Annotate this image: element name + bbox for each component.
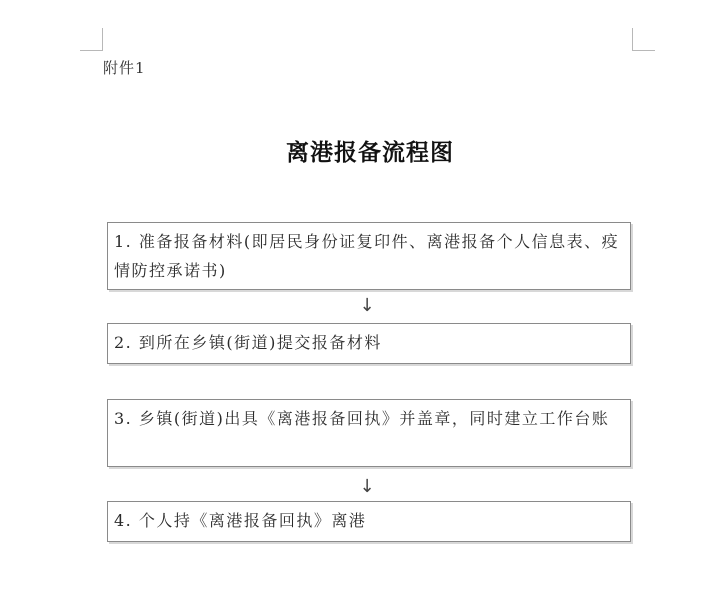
flow-step-4: 4. 个人持《离港报备回执》离港 <box>107 501 631 542</box>
page-corner-mark-top-right <box>632 28 655 51</box>
flow-step-2: 2. 到所在乡镇(街道)提交报备材料 <box>107 323 631 364</box>
flow-arrow-down-icon: ↓ <box>359 476 375 497</box>
page-corner-mark-top-left <box>80 28 103 51</box>
flow-arrow-down-icon: ↓ <box>359 295 375 316</box>
attachment-label: 附件1 <box>103 59 146 77</box>
flow-step-1: 1. 准备报备材料(即居民身份证复印件、离港报备个人信息表、疫情防控承诺书) <box>107 222 631 290</box>
flow-step-3: 3. 乡镇(街道)出具《离港报备回执》并盖章，同时建立工作台账 <box>107 399 631 467</box>
document-title: 离港报备流程图 <box>286 140 454 166</box>
